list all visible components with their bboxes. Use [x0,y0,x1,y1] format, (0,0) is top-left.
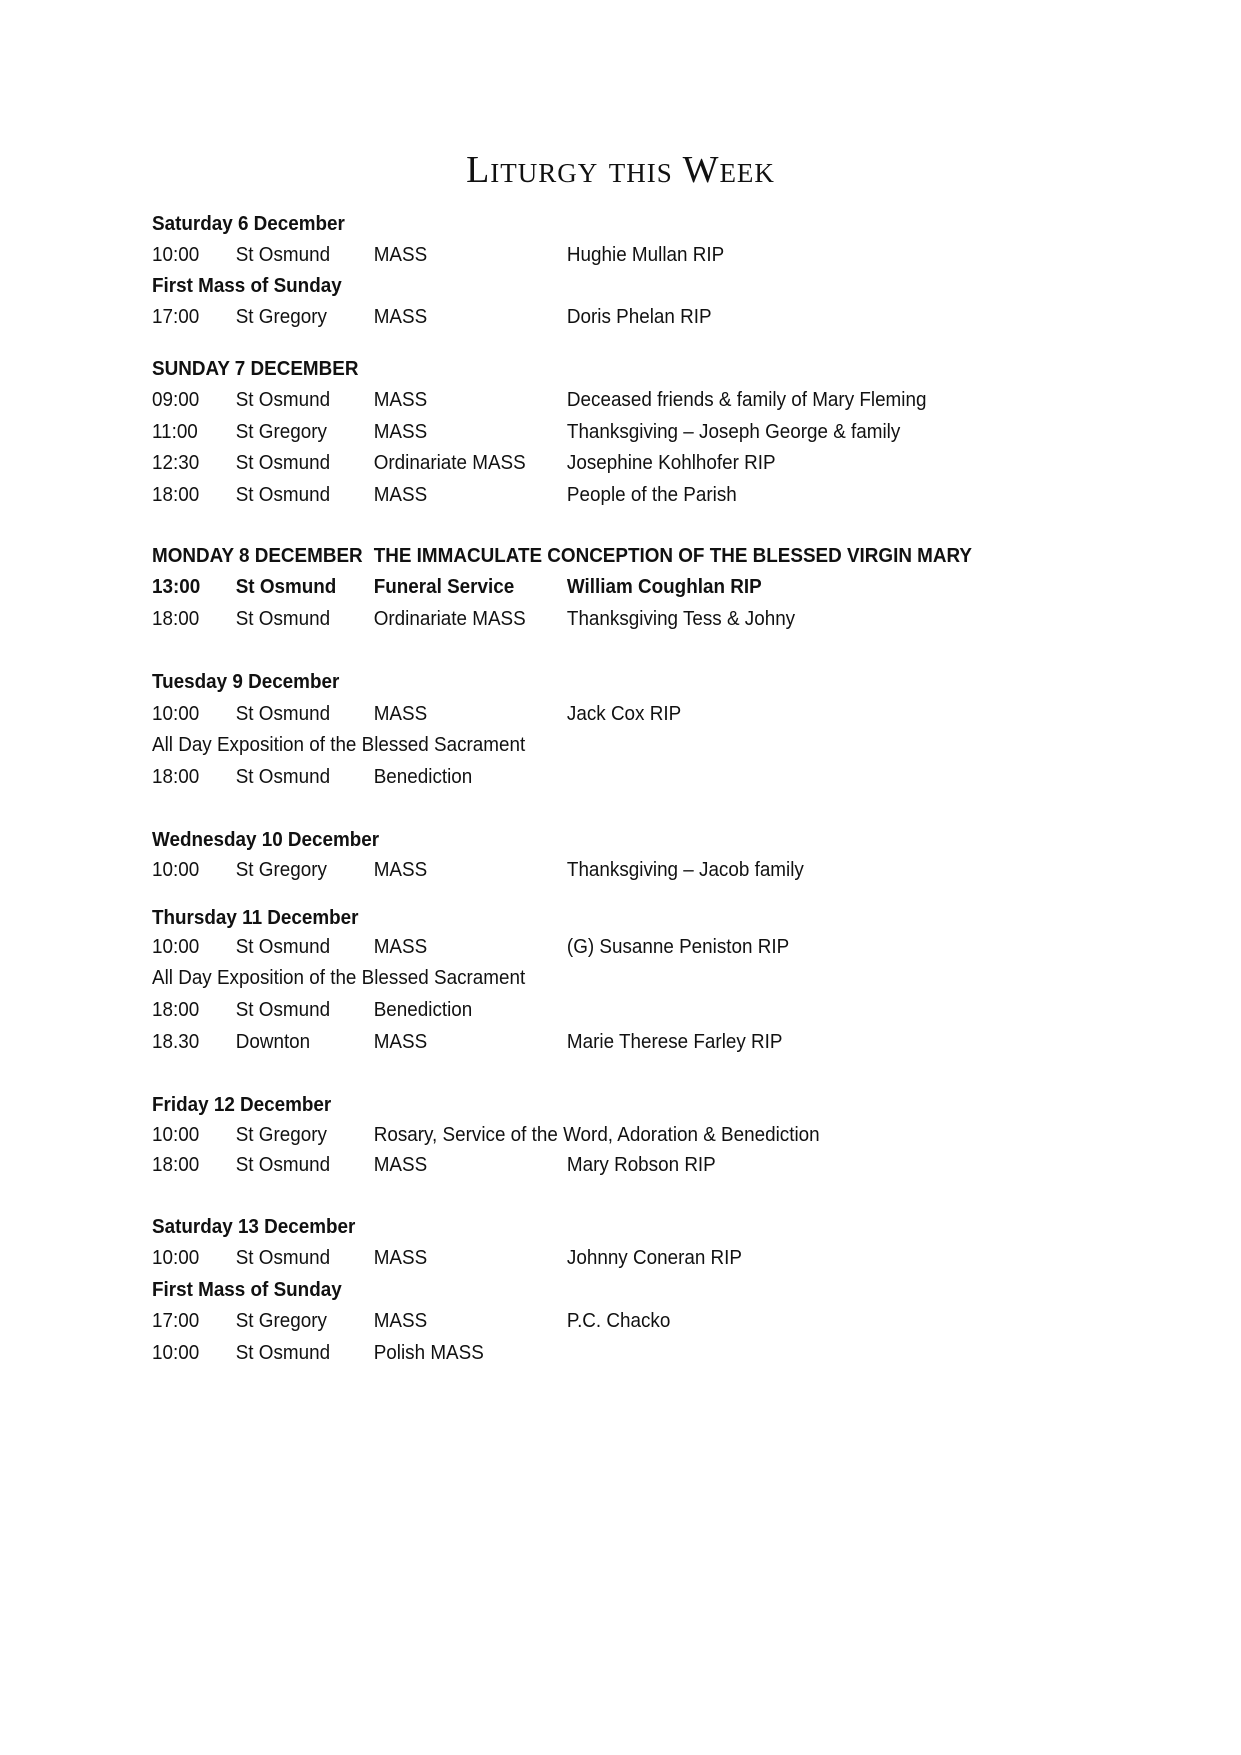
schedule-entry [152,417,1090,447]
entry-service: MASS [373,1309,428,1332]
entry-church: St Osmund [235,607,331,630]
entry-service: MASS [373,702,428,725]
entry-church: St Osmund [235,998,331,1021]
schedule-entry [152,604,1090,634]
schedule-entry [152,480,1090,510]
heading-text: Friday 12 December [152,1093,332,1116]
entry-church: St Osmund [235,702,331,725]
day-heading [152,903,1090,933]
schedule-entry [152,1338,1090,1368]
heading-text: Saturday 13 December [152,1215,356,1238]
schedule-note [152,730,1090,760]
entry-intention: Thanksgiving – Joseph George & family [566,420,901,443]
entry-service: MASS [373,935,428,958]
entry-church: St Gregory [235,420,327,443]
entry-church: St Osmund [235,1341,331,1364]
heading-text: Thursday 11 December [152,906,359,929]
entry-service: MASS [373,305,428,328]
entry-intention: Thanksgiving Tess & Johny [566,607,796,630]
entry-time: 18:00 [152,1153,200,1176]
schedule-entry [152,1120,1090,1150]
entry-time: 18:00 [152,483,200,506]
heading-text: MONDAY 8 DECEMBER [152,544,363,567]
schedule-entry [152,385,1090,415]
entry-service: Polish MASS [373,1341,484,1364]
entry-service: MASS [373,858,428,881]
schedule-entry [152,1306,1090,1336]
entry-church: St Osmund [235,243,331,266]
schedule-entry [152,932,1090,962]
entry-time: 11:00 [152,420,198,443]
schedule-entry [152,1243,1090,1273]
entry-time: 09:00 [152,388,200,411]
entry-time: 17:00 [152,1309,200,1332]
entry-service: Ordinariate MASS [373,607,526,630]
schedule-entry [152,699,1090,729]
schedule-note [152,963,1090,993]
schedule-entry [152,855,1090,885]
entry-intention: P.C. Chacko [566,1309,671,1332]
entry-church: St Osmund [235,935,331,958]
schedule-entry [152,762,1090,792]
entry-intention: People of the Parish [566,483,737,506]
heading-text: SUNDAY 7 DECEMBER [152,357,359,380]
entry-church: St Gregory [235,858,327,881]
entry-church: St Gregory [235,305,327,328]
entry-time: 10:00 [152,935,200,958]
entry-time: 10:00 [152,858,200,881]
entry-service: MASS [373,1246,428,1269]
entry-service: MASS [373,1030,428,1053]
entry-intention: Josephine Kohlhofer RIP [566,451,776,474]
heading-text: First Mass of Sunday [152,274,342,297]
note-text: All Day Exposition of the Blessed Sacrament [152,733,526,756]
schedule-entry [152,995,1090,1025]
feast-title: THE IMMACULATE CONCEPTION OF THE BLESSED VIRGIN MARY [373,544,973,567]
schedule-entry [152,240,1090,270]
day-heading [152,209,1090,239]
entry-church: St Gregory [235,1309,327,1332]
entry-time: 12:30 [152,451,200,474]
entry-time: 10:00 [152,1123,200,1146]
entry-time: 17:00 [152,305,200,328]
entry-church: St Osmund [235,1246,331,1269]
schedule-entry [152,302,1090,332]
page-title: Liturgy this Week [466,149,775,191]
day-heading [152,1275,1090,1305]
entry-time: 18:00 [152,607,200,630]
heading-text: Tuesday 9 December [152,670,340,693]
entry-intention: Doris Phelan RIP [566,305,712,328]
entry-church: Downton [235,1030,311,1053]
day-heading [152,1090,1090,1120]
day-heading [152,667,1090,697]
entry-intention: Hughie Mullan RIP [566,243,725,266]
heading-text: Wednesday 10 December [152,828,380,851]
entry-service: MASS [373,483,428,506]
schedule-entry [152,1027,1090,1057]
entry-church: St Osmund [235,765,331,788]
entry-intention: William Coughlan RIP [566,575,762,598]
entry-intention: Jack Cox RIP [566,702,682,725]
entry-church: St Osmund [235,1153,331,1176]
entry-church: St Osmund [235,388,331,411]
heading-text: First Mass of Sunday [152,1278,342,1301]
entry-service: MASS [373,388,428,411]
entry-intention: (G) Susanne Peniston RIP [566,935,790,958]
entry-church: St Osmund [235,575,337,598]
note-text: All Day Exposition of the Blessed Sacrament [152,966,526,989]
entry-time: 18:00 [152,998,200,1021]
entry-time: 13:00 [152,575,201,598]
entry-time: 10:00 [152,702,200,725]
entry-time: 10:00 [152,1341,200,1364]
day-heading [152,1212,1090,1242]
entry-time: 10:00 [152,243,200,266]
schedule-entry [152,448,1090,478]
entry-service: Benediction [373,998,473,1021]
entry-service: MASS [373,243,428,266]
entry-service: Rosary, Service of the Word, Adoration & Benediction [373,1123,820,1146]
entry-intention: Marie Therese Farley RIP [566,1030,783,1053]
entry-service: MASS [373,420,428,443]
entry-service: Benediction [373,765,473,788]
entry-intention: Deceased friends & family of Mary Fleming [566,388,927,411]
entry-time: 18.30 [152,1030,200,1053]
entry-intention: Mary Robson RIP [566,1153,716,1176]
schedule-entry [152,572,1090,602]
entry-service: MASS [373,1153,428,1176]
day-heading [152,825,1090,855]
entry-church: St Osmund [235,451,331,474]
entry-time: 10:00 [152,1246,200,1269]
heading-text: Saturday 6 December [152,212,345,235]
entry-intention: Thanksgiving – Jacob family [566,858,804,881]
day-heading [152,354,1090,384]
entry-intention: Johnny Coneran RIP [566,1246,743,1269]
entry-time: 18:00 [152,765,200,788]
entry-church: St Osmund [235,483,331,506]
entry-church: St Gregory [235,1123,327,1146]
entry-service: Funeral Service [373,575,515,598]
day-heading [152,541,1090,571]
schedule-entry [152,1150,1090,1180]
entry-service: Ordinariate MASS [373,451,526,474]
day-heading [152,271,1090,301]
